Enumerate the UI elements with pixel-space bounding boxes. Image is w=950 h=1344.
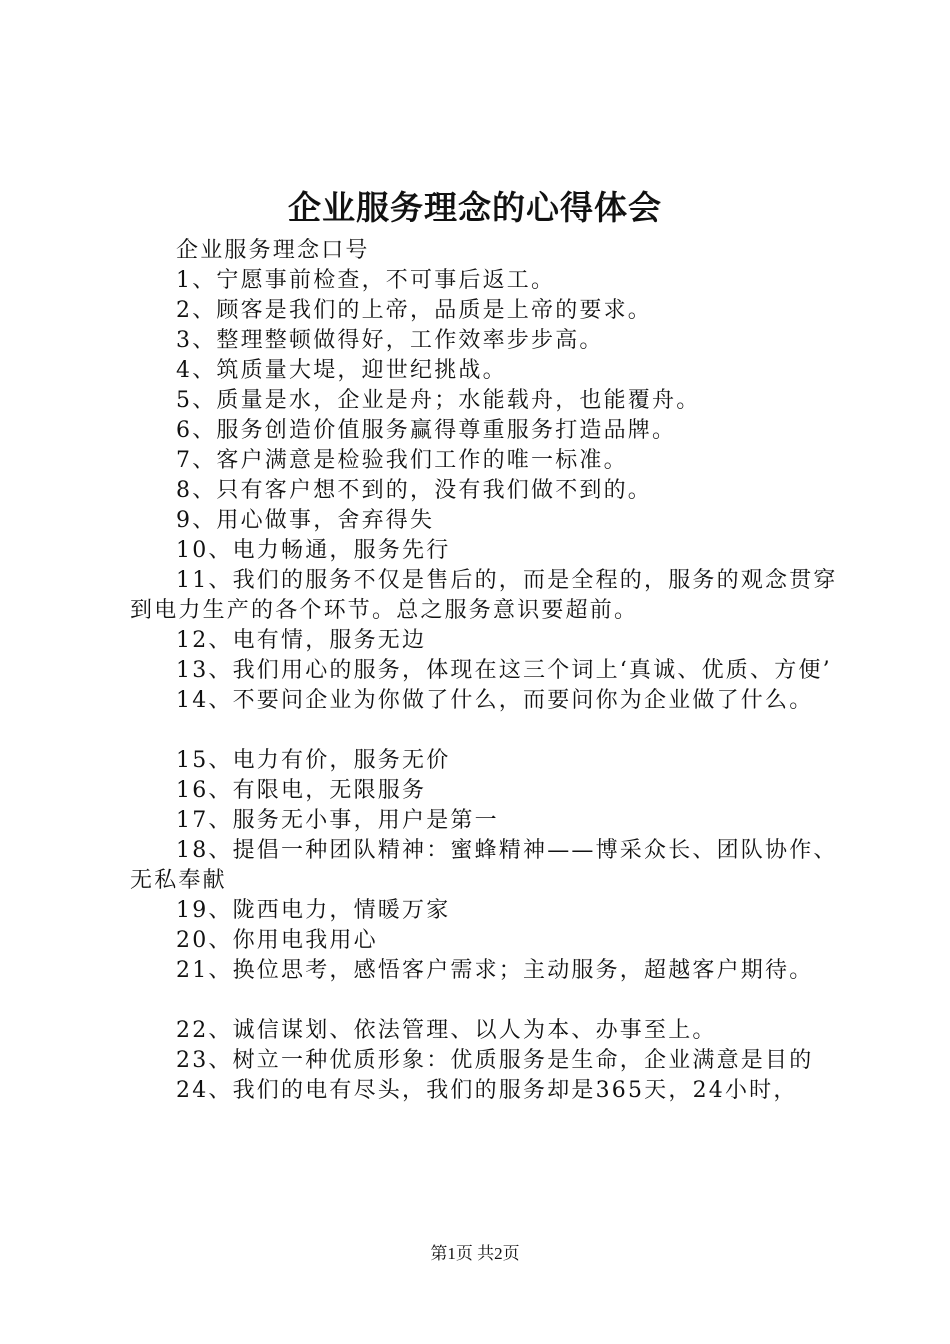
paragraph-item: 15、电力有价，服务无价 bbox=[176, 748, 451, 773]
document-body bbox=[130, 236, 846, 1106]
paragraph-item: 21、换位思考，感悟客户需求；主动服务，超越客户期待。 bbox=[176, 958, 814, 983]
blank-line bbox=[130, 986, 846, 1016]
paragraph-item: 10、电力畅通，服务先行 bbox=[176, 538, 451, 563]
paragraph-item: 9、用心做事，舍弃得失 bbox=[176, 508, 435, 533]
blank-line bbox=[130, 716, 846, 746]
paragraph-item: 7、客户满意是检验我们工作的唯一标准。 bbox=[176, 448, 628, 473]
paragraph-item: 11、我们的服务不仅是售后的，而是全程的，服务的观念贯穿到电力生产的各个环节。总之服务意识要超前。 bbox=[130, 568, 838, 623]
paragraph-item: 24、我们的电有尽头，我们的服务却是365天，24小时， bbox=[176, 1078, 798, 1103]
document-title: 企业服务理念的心得体会 bbox=[288, 188, 662, 227]
paragraph-item: 13、我们用心的服务，体现在这三个词上‘真诚、优质、方便’ bbox=[176, 658, 832, 683]
page-footer: 第1页 共2页 bbox=[430, 1244, 520, 1263]
paragraph-item: 1、宁愿事前检查，不可事后返工。 bbox=[176, 268, 556, 293]
paragraph-item: 12、电有情，服务无边 bbox=[176, 628, 427, 653]
paragraph-item: 8、只有客户想不到的，没有我们做不到的。 bbox=[176, 478, 652, 503]
paragraph-heading: 企业服务理念口号 bbox=[176, 238, 370, 263]
paragraph-item: 3、整理整顿做得好，工作效率步步高。 bbox=[176, 328, 604, 353]
paragraph-item: 6、服务创造价值服务赢得尊重服务打造品牌。 bbox=[176, 418, 677, 443]
paragraph-item: 20、你用电我用心 bbox=[176, 928, 378, 953]
paragraph-item: 5、质量是水，企业是舟；水能载舟，也能覆舟。 bbox=[176, 388, 701, 413]
paragraph-item: 19、陇西电力，情暖万家 bbox=[176, 898, 451, 923]
paragraph-item: 14、不要问企业为你做了什么，而要问你为企业做了什么。 bbox=[176, 688, 814, 713]
paragraph-item: 23、树立一种优质形象：优质服务是生命，企业满意是目的 bbox=[176, 1048, 814, 1073]
paragraph-item: 17、服务无小事，用户是第一 bbox=[176, 808, 499, 833]
paragraph-item: 22、诚信谋划、依法管理、以人为本、办事至上。 bbox=[176, 1018, 717, 1043]
paragraph-item: 16、有限电，无限服务 bbox=[176, 778, 427, 803]
paragraph-item: 2、顾客是我们的上帝，品质是上帝的要求。 bbox=[176, 298, 652, 323]
paragraph-item: 18、提倡一种团队精神：蜜蜂精神——博采众长、团队协作、无私奉献 bbox=[130, 838, 838, 893]
paragraph-item: 4、筑质量大堤，迎世纪挑战。 bbox=[176, 358, 507, 383]
